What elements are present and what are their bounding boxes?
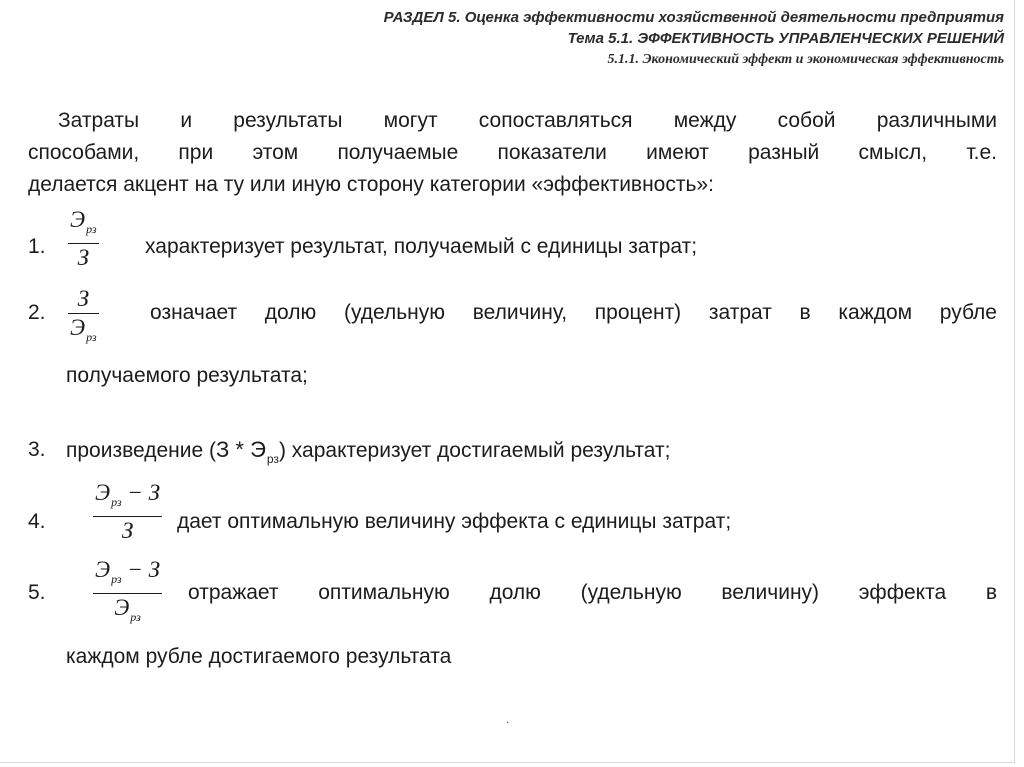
- fraction-numerator: $Э_{рз} - З$: [95, 480, 161, 509]
- intro-line-1: Затраты и результаты могут сопоставляться между собой различными: [58, 109, 997, 132]
- item-3-number: 3.: [28, 438, 46, 461]
- item-5-number: 5.: [28, 581, 46, 604]
- fraction-numerator: $Э_{рз}$: [70, 207, 97, 236]
- fraction-denominator: З: [121, 518, 134, 543]
- item-3-text: произведение $(З * Э_{рз})$ характеризует достигаемый результат;: [66, 437, 671, 466]
- fraction-denominator: $Э_{рз}$: [70, 315, 97, 344]
- fraction-denominator: З: [77, 245, 89, 270]
- item-4-text: дает оптимальную величину эффекта с единицы затрат;: [177, 510, 732, 533]
- item-4-fraction: [93, 480, 162, 544]
- item-2-text-continued: получаемого результата;: [66, 364, 308, 387]
- section-title: РАЗДЕЛ 5. Оценка эффективности хозяйственной деятельности предприятия: [383, 9, 1004, 26]
- fraction-numerator: $Э_{рз} - З$: [95, 557, 161, 586]
- item-1-text: характеризует результат, получаемый с единицы затрат;: [145, 235, 698, 258]
- item-1-fraction: [68, 207, 99, 271]
- fraction-bar: [68, 313, 99, 314]
- fraction-bar: [93, 593, 162, 594]
- item-2-text: означает долю (удельную величину, процент) затрат в каждом рубле: [150, 301, 997, 324]
- intro-line-3: делается акцент на ту или иную сторону категории «эффективность»:: [28, 173, 714, 196]
- item-3-expression: З * Э: [216, 437, 266, 462]
- fraction-bar: [68, 243, 99, 244]
- subtopic-title: 5.1.1. Экономический эффект и экономическая эффективность: [607, 52, 1004, 67]
- intro-line-2: способами, при этом получаемые показатели имеют разный смысл, т.е.: [28, 141, 997, 164]
- item-4-number: 4.: [28, 510, 46, 533]
- item-5-text-continued: каждом рубле достигаемого результата: [66, 645, 452, 668]
- fraction-numerator: З: [77, 286, 89, 311]
- item-5-fraction: [93, 557, 162, 630]
- item-1-number: 1.: [28, 235, 46, 258]
- item-5-text: отражает оптимальную долю (удельную величину) эффекта в: [188, 581, 997, 604]
- topic-title: Тема 5.1. ЭФФЕКТИВНОСТЬ УПРАВЛЕНЧЕСКИХ РЕШЕНИЙ: [567, 30, 1004, 47]
- footer-dot: .: [506, 712, 510, 726]
- fraction-denominator: $Э_{рз}$: [114, 595, 141, 624]
- fraction-bar: [93, 516, 162, 517]
- item-2-fraction: [68, 286, 99, 350]
- item-2-number: 2.: [28, 301, 46, 324]
